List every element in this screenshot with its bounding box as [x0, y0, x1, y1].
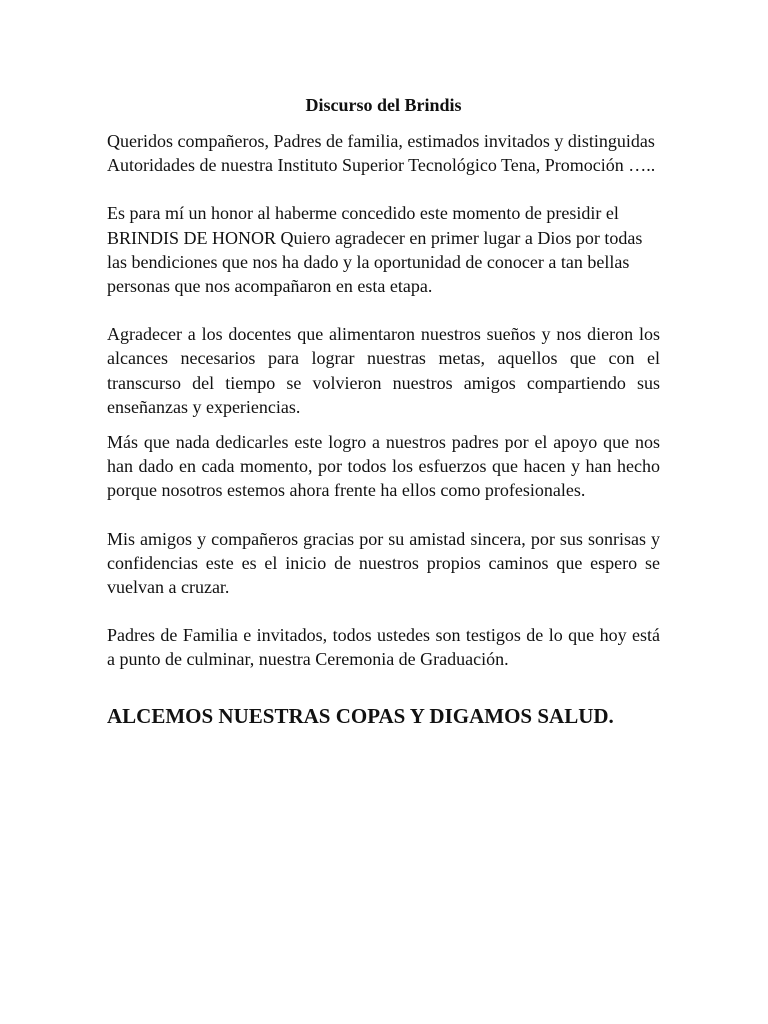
paragraph-friends: Mis amigos y compañeros gracias por su amistad sincera, por sus sonrisas y confidencias este es el inicio de nuestros propios caminos que espero se vuelvan a cruzar. — [107, 528, 660, 598]
paragraph-parents: Más que nada dedicarles este logro a nuestros padres por el apoyo que nos han dado en cada momento, por todos los esfuerzos que hacen y han hecho porque nosotros estemos ahora frente ha ellos como profesionales. — [107, 432, 660, 501]
document-page — [107, 93, 660, 729]
paragraph-teachers: Agradecer a los docentes que alimentaron nuestros sueños y nos dieron los alcances necesarios para lograr nuestras metas, aquellos que con el transcurso del tiempo se volvieron nuestros amigos compartiendo sus enseñanzas y experiencias. — [107, 324, 660, 417]
closing-toast: ALCEMOS NUESTRAS COPAS Y DIGAMOS SALUD. — [107, 703, 614, 728]
paragraph-honor: Es para mí un honor al haberme concedido este momento de presidir el BRINDIS DE HONOR Quiero agradecer en primer lugar a Dios por todas las bendiciones que nos ha dado y la oportunidad de conocer a tan bellas personas que nos acompañaron en esta etapa. — [107, 203, 643, 297]
document-title: Discurso del Brindis — [305, 95, 462, 115]
paragraph-guests: Padres de Familia e invitados, todos ustedes son testigos de lo que hoy está a punto de culminar, nuestra Ceremonia de Graduación. — [107, 625, 660, 670]
paragraph-greeting: Queridos compañeros, Padres de familia, estimados invitados y distinguidas Autoridades de nuestra Instituto Superior Tecnológico Tena, Promoción ….. — [107, 131, 656, 176]
